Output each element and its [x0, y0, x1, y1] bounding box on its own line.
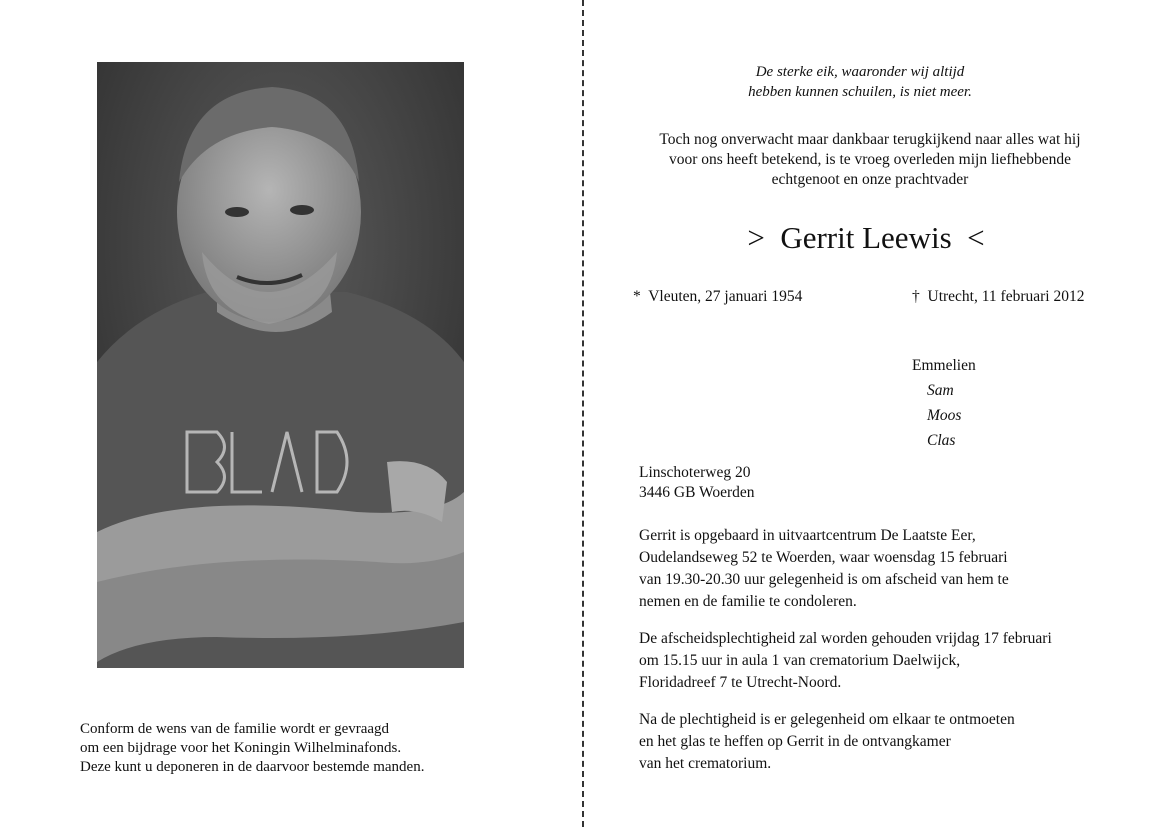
paragraph-line: Na de plechtigheid is er gelegenheid om elkaar te ontmoeten	[639, 711, 1015, 728]
donation-note	[80, 720, 520, 777]
note-line: Deze kunt u deponeren in de daarvoor bestemde manden.	[80, 759, 425, 775]
paragraph-line: Floridadreef 7 te Utrecht-Noord.	[639, 674, 842, 691]
note-line: Conform de wens van de familie wordt er gevraagd	[80, 721, 390, 737]
intro-line: echtgenoot en onze prachtvader	[771, 171, 969, 188]
family-list	[912, 353, 976, 453]
intro-line: voor ons heeft betekend, is te vroeg overleden mijn liefhebbende	[668, 151, 1071, 168]
announcement-intro	[600, 130, 1140, 190]
paragraph-line: Oudelandseweg 52 te Woerden, waar woensdag 15 februari	[639, 549, 1008, 566]
address-line: Linschoterweg 20	[639, 464, 751, 481]
viewing-paragraph	[639, 525, 1119, 613]
paragraph-line: van 19.30-20.30 uur gelegenheid is om afscheid van hem te	[639, 571, 1009, 588]
birth-info: * Vleuten, 27 januari 1954	[633, 288, 803, 305]
death-info: † Utrecht, 11 februari 2012	[912, 288, 1085, 305]
portrait-photo	[97, 62, 464, 668]
paragraph-line: en het glas te heffen op Gerrit in de ontvangkamer	[639, 733, 951, 750]
note-line: om een bijdrage voor het Koningin Wilhelminafonds.	[80, 740, 402, 756]
deceased-name: > Gerrit Leewis <	[747, 220, 985, 255]
child-name: Clas	[927, 432, 956, 449]
paragraph-line: nemen en de familie te condoleren.	[639, 593, 857, 610]
address-line: 3446 GB Woerden	[639, 484, 755, 501]
motto-line: hebben kunnen schuilen, is niet meer.	[748, 84, 972, 100]
paragraph-line: om 15.15 uur in aula 1 van crematorium Daelwijck,	[639, 652, 961, 669]
paragraph-line: van het crematorium.	[639, 755, 772, 772]
intro-line: Toch nog onverwacht maar dankbaar terugkijkend naar alles wat hij	[659, 131, 1081, 148]
motto-line: De sterke eik, waaronder wij altijd	[755, 64, 965, 80]
child-name: Moos	[927, 407, 962, 424]
child-name: Sam	[927, 382, 954, 399]
spouse-name: Emmelien	[912, 357, 976, 374]
reception-paragraph	[639, 709, 1119, 775]
paragraph-line: Gerrit is opgebaard in uitvaartcentrum De Laatste Eer,	[639, 527, 976, 544]
address	[639, 463, 755, 503]
paragraph-line: De afscheidsplechtigheid zal worden gehouden vrijdag 17 februari	[639, 630, 1052, 647]
fold-line	[582, 0, 584, 827]
portrait-illustration	[97, 62, 464, 668]
motto	[600, 62, 1120, 102]
ceremony-paragraph	[639, 628, 1119, 694]
